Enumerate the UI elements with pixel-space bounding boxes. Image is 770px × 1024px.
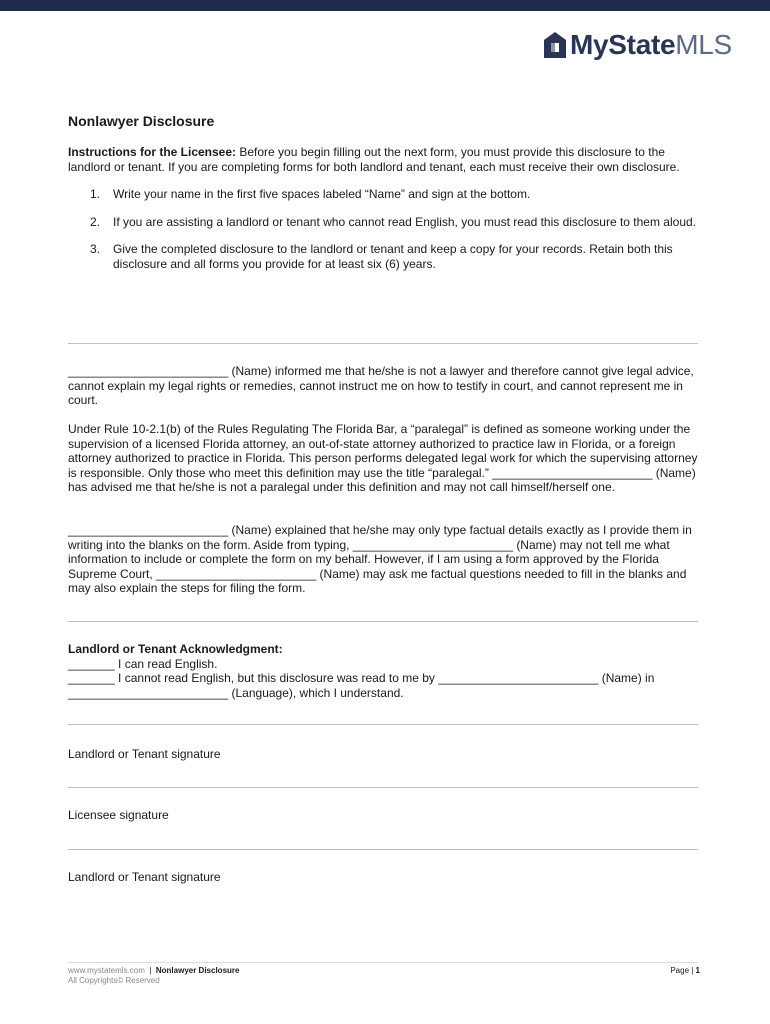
step-number: 3. — [90, 242, 101, 257]
acknowledgment-can-read: _______ I can read English. — [68, 656, 218, 671]
signature-line[interactable] — [68, 787, 698, 788]
steps-list — [68, 187, 708, 271]
footer-website: www.mystatemls.com — [68, 966, 145, 975]
divider — [68, 621, 698, 622]
step-item — [68, 187, 708, 202]
acknowledgment-section — [68, 642, 708, 700]
logo-text — [570, 28, 732, 62]
instructions-paragraph — [68, 145, 708, 174]
paralegal-definition-paragraph: Under Rule 10-2.1(b) of the Rules Regulating The Florida Bar, a “paralegal” is defined as someone working under the supervision of a licensed Florida attorney, an out-of-state attorney authorized to practice law in Florida, or a foreign attorney authorized to practice in Florida. This person performs delegated legal work for which the supervising attorney is responsible. Only those who meet this definition may use the title “paralegal.” ________________________ (Name) has advised me that he/she is not a paralegal under this definition and may not call himself/herself one. — [68, 422, 698, 495]
instructions-text: Before you begin filling out the next form, you must provide this disclosure to the landlord or tenant. If you are completing forms for both landlord and tenant, each must receive their own disclosure. — [68, 145, 680, 174]
typing-explanation-paragraph: ________________________ (Name) explained that he/she may only type factual details exactly as I provide them in writing into the blanks on the form. Aside from typing, ________________________ (Name) may not tell me what information to include or complete the form on my behalf. However, if I am using a form approved by the Florida Supreme Court, ________________________ (Name) may ask me factual questions needed to fill in the blanks and may also explain the steps for filing the form. — [68, 523, 692, 596]
page-label: Page | — [670, 966, 696, 975]
page-number-value: 1 — [695, 966, 700, 975]
step-item — [68, 242, 708, 271]
acknowledgment-title: Landlord or Tenant Acknowledgment: — [68, 642, 283, 656]
footer-copyright: All Copyrights© Reserved — [68, 976, 160, 985]
house-icon — [543, 31, 567, 59]
acknowledgment-cannot-read: _______ I cannot read English, but this disclosure was read to me by ________________________ (Name) in ________________________ (Language), which I understand. — [68, 671, 655, 700]
step-number: 1. — [90, 187, 101, 202]
licensee-signature-label: Licensee signature — [68, 808, 169, 822]
step-number: 2. — [90, 214, 101, 229]
lawyer-disclosure-paragraph: ________________________ (Name) informed me that he/she is not a lawyer and therefore cannot give legal advice, cannot explain my legal rights or remedies, cannot instruct me on how to testify in court, and cannot represent me in court. — [68, 364, 694, 408]
page-title: Nonlawyer Disclosure — [68, 113, 215, 129]
signature-line[interactable] — [68, 849, 698, 850]
step-text: Give the completed disclosure to the landlord or tenant and keep a copy for your records. Retain both this disclosure and all forms you provide for at least six (6) years. — [113, 242, 673, 271]
instructions-label: Instructions for the Licensee: — [68, 145, 237, 159]
top-bar — [0, 0, 770, 11]
mystatemls-logo — [543, 28, 732, 62]
footer-left — [68, 966, 239, 986]
page-number — [670, 966, 700, 976]
logo-text-mls: MLS — [675, 29, 732, 60]
landlord-tenant-signature-label: Landlord or Tenant signature — [68, 870, 221, 884]
footer-separator: | — [144, 966, 156, 975]
step-item — [68, 215, 708, 230]
divider — [68, 343, 698, 344]
instructions-section — [68, 112, 708, 285]
step-text: Write your name in the first five spaces labeled “Name” and sign at the bottom. — [113, 187, 531, 202]
landlord-tenant-signature-label: Landlord or Tenant signature — [68, 747, 221, 761]
step-text: If you are assisting a landlord or tenant who cannot read English, you must read this disclosure to them aloud. — [113, 214, 696, 229]
signature-line[interactable] — [68, 724, 698, 725]
logo-text-mystate: MyState — [570, 29, 676, 60]
footer-divider — [68, 962, 698, 963]
footer-doc-title: Nonlawyer Disclosure — [155, 966, 240, 975]
